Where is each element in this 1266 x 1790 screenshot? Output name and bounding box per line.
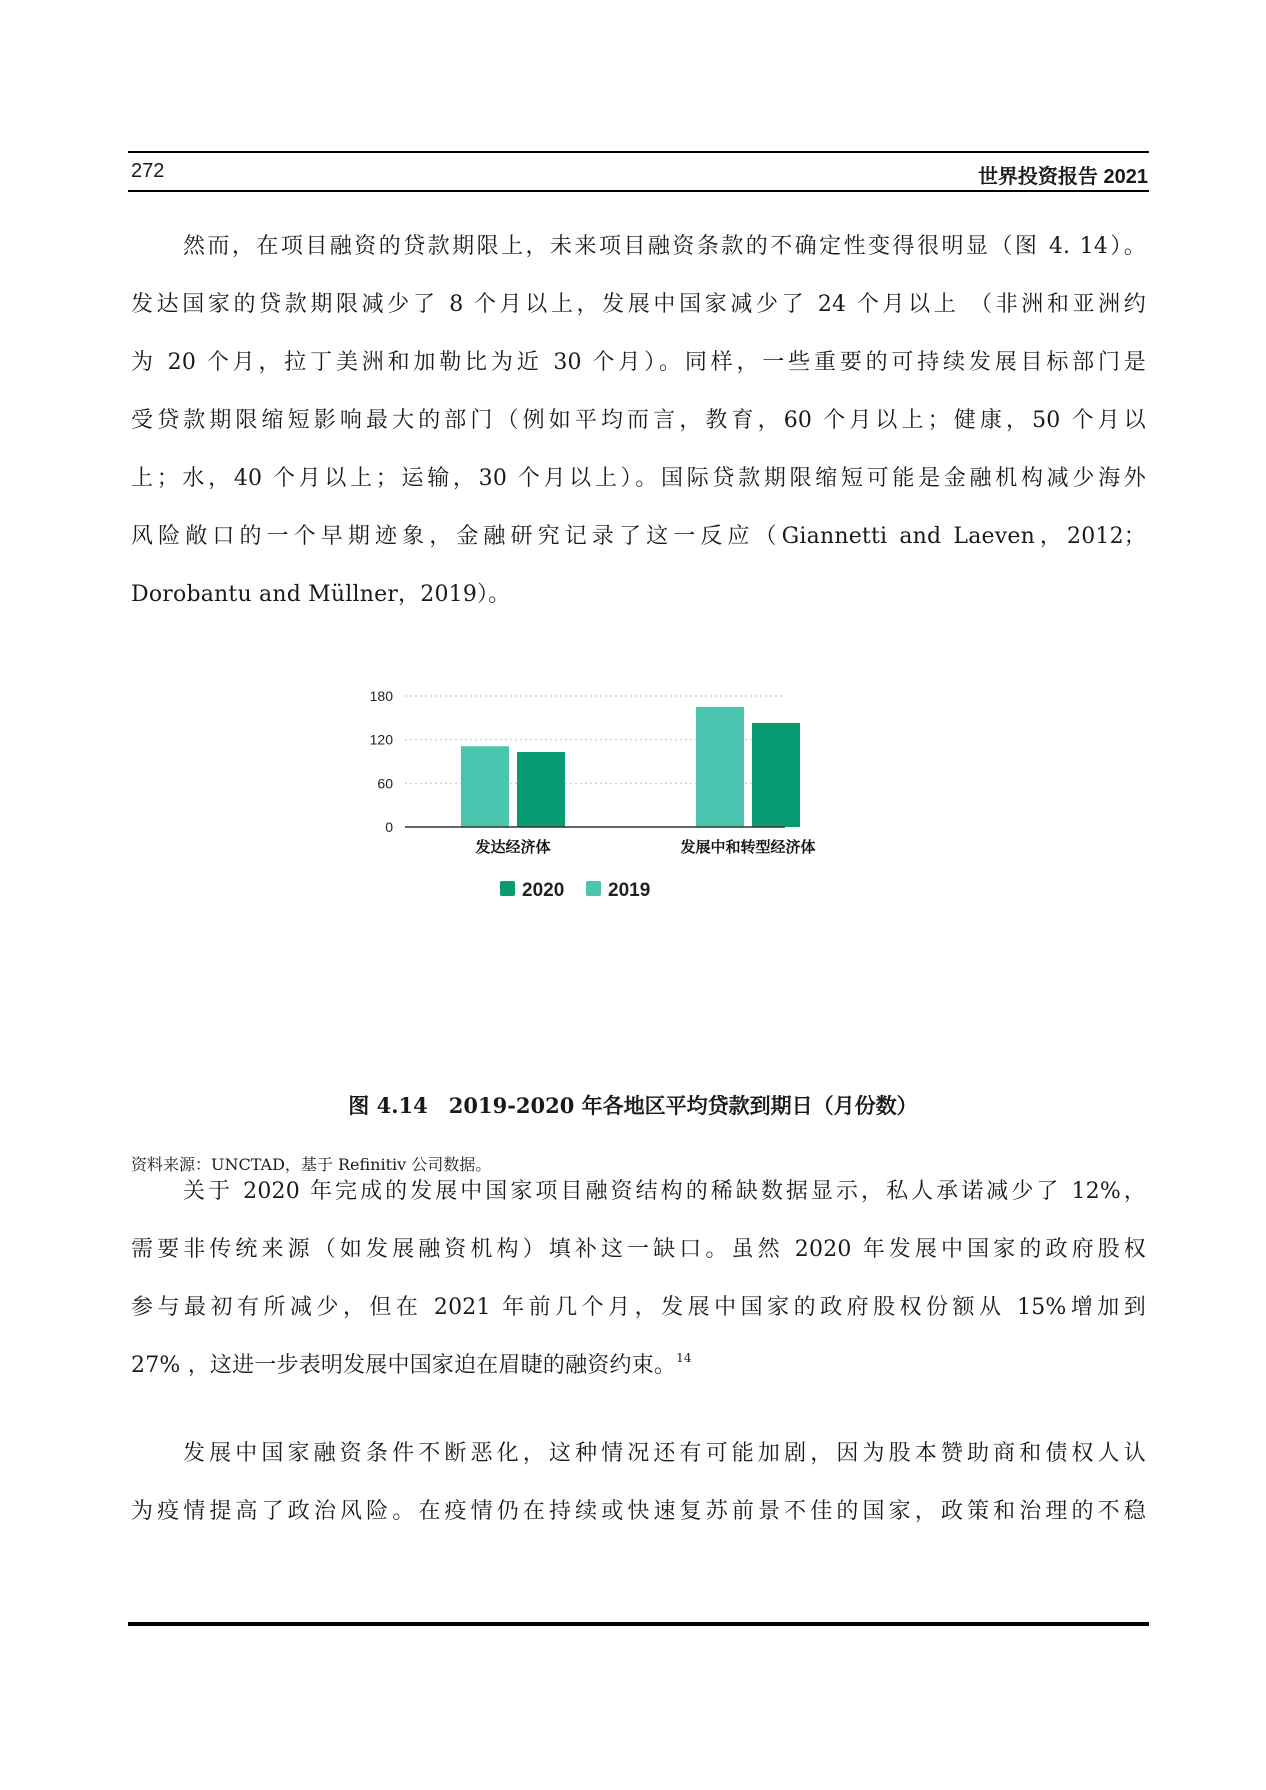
paragraph-line: 参与最初有所减少，但在 2021 年前几个月，发展中国家的政府股权份额从 15%增加到	[131, 1295, 1146, 1320]
y-tick-label: 180	[369, 688, 393, 704]
paragraph-2	[131, 1163, 1146, 1395]
footer-rule	[128, 1622, 1149, 1626]
bar-2019-1	[696, 707, 744, 827]
chart-bars	[461, 707, 800, 827]
paragraph-line: 受贷款期限缩短影响最大的部门（例如平均而言，教育，60 个月以上；健康，50 个月以	[131, 408, 1146, 433]
legend-swatch-2019	[586, 881, 601, 896]
paragraph-1	[131, 218, 1146, 624]
bar-2020-0	[517, 752, 565, 827]
legend-label: 2020	[522, 880, 565, 901]
y-tick-label: 60	[377, 775, 393, 792]
source-note: 资料来源：UNCTAD，基于 Refinitiv 公司数据。	[131, 1155, 492, 1174]
paragraph-line: 然而，在项目融资的贷款期限上，未来项目融资条款的不确定性变得很明显（图 4. 14）。	[183, 234, 1146, 259]
category-label: 发展中和转型经济体	[680, 838, 816, 856]
page-number: 272	[131, 160, 165, 182]
paragraph-line: 发达国家的贷款期限减少了 8 个月以上，发展中国家减少了 24 个月以上 （非洲和亚洲约	[131, 292, 1146, 317]
header-bottom-rule	[128, 190, 1149, 192]
header-top-rule	[128, 151, 1149, 153]
paragraph-line-text: 27% ，这进一步表明发展中国家迫在眉睫的融资约束。	[131, 1353, 677, 1378]
category-label: 发达经济体	[475, 838, 551, 856]
legend-swatch-2020	[500, 881, 515, 896]
bar-2020-1	[752, 723, 800, 827]
chart-legend	[500, 880, 650, 901]
legend-label: 2019	[608, 880, 651, 901]
y-axis-ticks	[370, 688, 394, 835]
y-tick-label: 0	[385, 819, 393, 835]
paragraph-line	[131, 1337, 1146, 1395]
paragraph-line: 上；水，40 个月以上；运输，30 个月以上）。国际贷款期限缩短可能是金融机构减少海外	[131, 466, 1146, 491]
bar-2019-0	[461, 746, 509, 827]
bar-chart	[360, 680, 920, 1050]
paragraph-3	[131, 1425, 1146, 1541]
figure-caption: 图 4.14 2019-2020 年各地区平均贷款到期日（月份数）	[348, 1093, 918, 1118]
paragraph-line: 需要非传统来源（如发展融资机构）填补这一缺口。虽然 2020 年发展中国家的政府股权	[131, 1237, 1146, 1262]
paragraph-line: 风险敞口的一个早期迹象，金融研究记录了这一反应（Giannetti and Laeven，2012；	[131, 524, 1146, 549]
paragraph-line: 发展中国家融资条件不断恶化，这种情况还有可能加剧，因为股本赞助商和债权人认	[183, 1441, 1146, 1466]
y-tick-label: 120	[369, 731, 393, 748]
paragraph-line: Dorobantu and Müllner，2019）。	[131, 582, 511, 607]
paragraph-line: 为疫情提高了政治风险。在疫情仍在持续或快速复苏前景不佳的国家，政策和治理的不稳	[131, 1499, 1146, 1524]
footnote-ref[interactable]: 14	[676, 1351, 692, 1365]
running-title: 世界投资报告 2021	[977, 166, 1148, 188]
x-axis-categories	[474, 838, 815, 856]
paragraph-line: 为 20 个月，拉丁美洲和加勒比为近 30 个月）。同样，一些重要的可持续发展目标部门是	[131, 350, 1146, 375]
paragraph-line: 关于 2020 年完成的发展中国家项目融资结构的稀缺数据显示，私人承诺减少了 12%，	[183, 1179, 1146, 1204]
